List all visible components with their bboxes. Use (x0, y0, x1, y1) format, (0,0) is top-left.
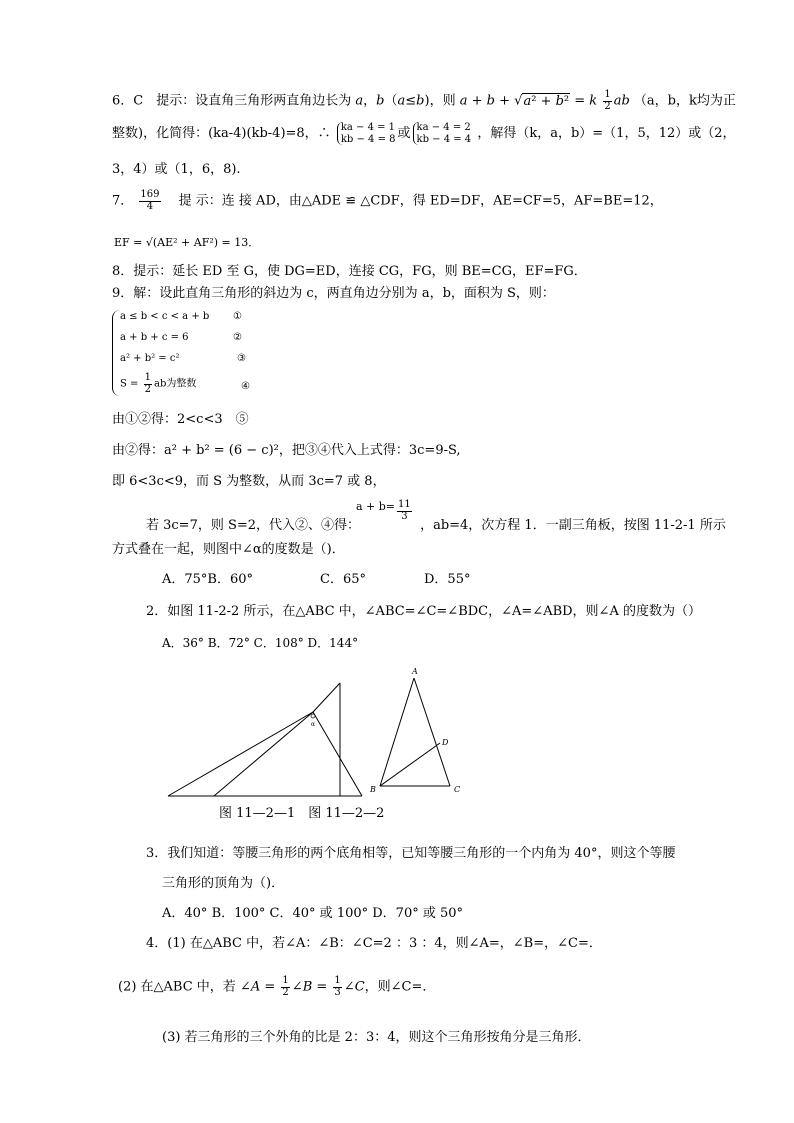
q7-answer-frac: $\frac{169}{4}$ (140, 189, 160, 212)
q9-eq4: S = $\frac{1}{2}$ ab为整数 (120, 372, 197, 395)
q1-options: A．75°B．60° C．65° D．55° (162, 572, 471, 587)
q1-question-tail: 方式叠在一起，则图中∠α的度数是（)． (112, 542, 345, 557)
q7-line (112, 190, 663, 212)
q9-if-line: 若 3c=7，则 S=2，代入②、④得： ，ab=4，次方程 1．一副三角板，按图 11-2-1 所示 (146, 518, 726, 533)
figure-caption: 图 11—2—1 图 11—2—2 (219, 806, 385, 821)
label-B: B (370, 785, 376, 794)
q9-eq2: a + b + c = 6 (120, 332, 189, 343)
q9-mark4: ④ (241, 381, 250, 392)
q9-eq3: a² + b² = c² (120, 353, 180, 364)
q2-question: 2．如图 11-2-2 所示，在△ABC 中，∠ABC=∠C=∠BDC，∠A=∠ABD，则∠A 的度数为（） (146, 604, 701, 619)
q3-line2: 三角形的顶角为（)． (162, 876, 285, 891)
label-C: C (454, 785, 461, 794)
label-D: D (442, 738, 449, 747)
figure-11-2-1 (168, 683, 362, 796)
q4-part3: (3) 若三角形的三个外角的比是 2：3：4，则这个三角形按角分是三角形． (162, 1030, 591, 1045)
alpha-label: α (311, 721, 316, 728)
q7-hint: 提 示：连 接 AD，由△ADE ≌ △CDF，得 ED=DF，AE=CF=5，AF=BE=12， (178, 193, 663, 209)
q6-or: 或 (397, 126, 411, 141)
q9-mark3: ③ (237, 353, 246, 364)
q4-part2: (2) 在△ABC 中，若 ∠A = $\frac{1}{2}$ ∠B = $\frac{1}{3}$ ∠C，则∠C=． (118, 975, 436, 998)
label-A: A (412, 667, 418, 676)
q6-system-1: ka − 4 = 1 kb − 4 = 8 (337, 122, 396, 145)
q9-mark2: ② (233, 332, 242, 343)
q6-line2 (112, 122, 736, 145)
q9-mark1: ① (233, 311, 242, 322)
q6-text-c: （a，b，k均为正 (633, 93, 736, 109)
q6-line3: 3，4）或（1，6，8). (112, 162, 241, 177)
q9-from12: 由①②得：2<c<3 ⑤ (112, 412, 249, 427)
q6-line1: 6．C 提示：设直角三角形两直角边长为 a，b（a≤b)，则 a + b + √a² + b² = k $\frac{1}{2}$ ab （a，b，k均为正 (112, 89, 736, 112)
q9-then: 即 6<3c<9，而 S 为整数，从而 3c=7 或 8， (112, 474, 386, 489)
q4-part1: 4．(1) 在△ABC 中，若∠A：∠B：∠C=2 ：3 ：4，则∠A=，∠B=，∠C=． (146, 936, 602, 951)
q6-text-e: ，解得（k，a，b）=（1，5，12）或（2， (477, 126, 736, 141)
q9-from2: 由②得：a² + b² = (6 − c)²，把③④代入上式得：3c=9-S, (112, 443, 461, 458)
q6-system-2: ka − 4 = 2 kb − 4 = 4 (413, 122, 472, 145)
q9-intro: 9．解：设此直角三角形的斜边为 c，两直角边分别为 a，b，面积为 S，则： (112, 286, 555, 301)
figure-triangles (160, 660, 480, 805)
q6-half-frac: $\frac{1}{2}$ (604, 89, 611, 112)
q7-num: 7． (112, 193, 134, 209)
q6-text-d: 整数)，化简得：(ka-4)(kb-4)=8，∴ (112, 126, 331, 141)
q3-line1: 3．我们知道：等腰三角形的两个底角相等，已知等腰三角形的一个内角为 40°，则这个等腰 (146, 846, 676, 861)
q2-options: A．36° B．72° C．108° D．144° (162, 636, 359, 650)
q9-eq1: a ≤ b < c < a + b (120, 311, 210, 322)
figure-11-2-2 (380, 678, 450, 786)
q7-eq: EF = √(AE² + AF²) = 13． (114, 236, 260, 249)
q3-options: A．40° B．100° C．40° 或 100° D．70° 或 50° (162, 906, 464, 921)
q9-if-apb: a + b= $\frac{11}{3}$ (356, 499, 411, 522)
q6-text-a: 6．C 提示：设直角三角形两直角边长为 (112, 93, 352, 109)
q6-text-b: ，则 (429, 93, 456, 109)
q8-line: 8．提示：延长 ED 至 G，使 DG=ED，连接 CG，FG，则 BE=CG，EF=FG． (112, 264, 587, 279)
